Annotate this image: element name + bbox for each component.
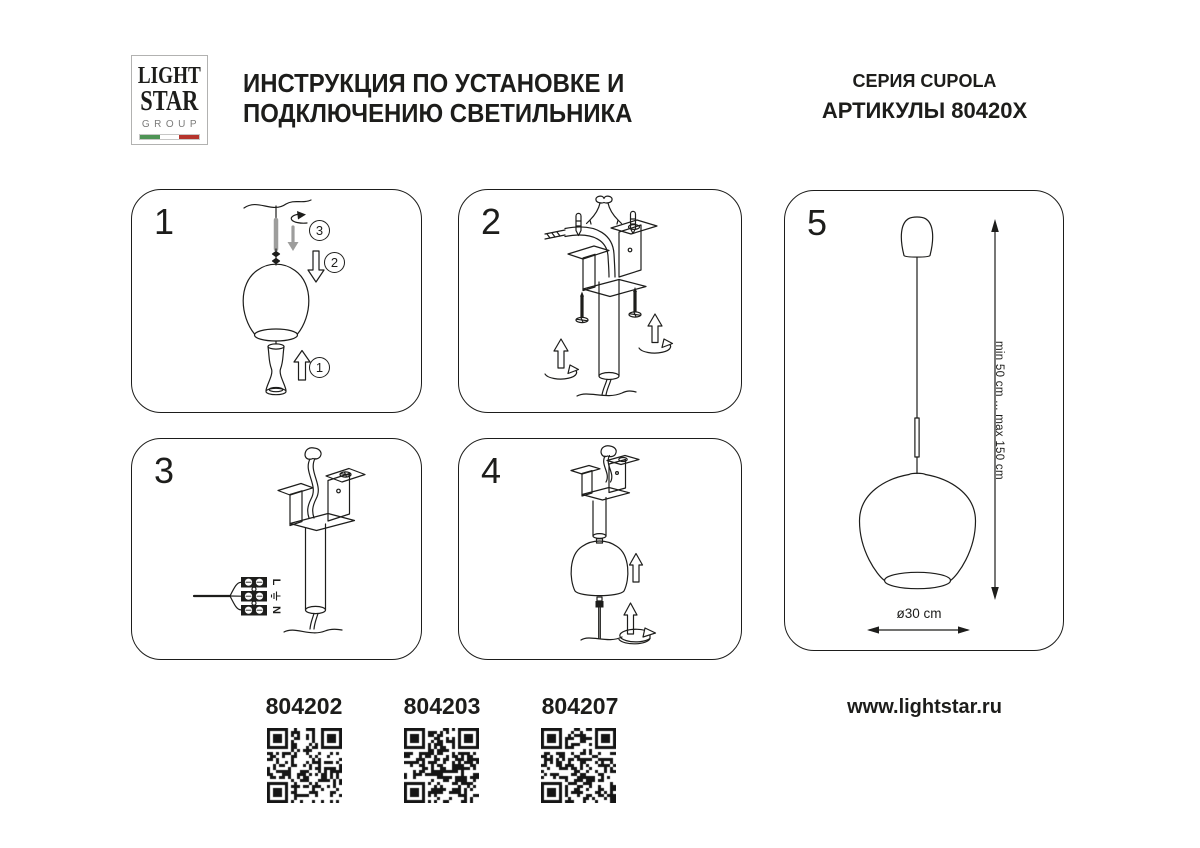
step3-illustration [132, 439, 423, 661]
step3-number: 3 [154, 450, 175, 491]
step1-panel [131, 189, 422, 413]
title-line-2: ПОДКЛЮЧЕНИЮ СВЕТИЛЬНИКА [243, 98, 633, 128]
screw-motion-icon [619, 603, 656, 644]
screw-motion-icon-left [545, 339, 579, 379]
logo-word-star: STAR [140, 86, 199, 117]
article-code-3: 804207 [541, 693, 619, 719]
lamp-shade [243, 264, 309, 341]
terminal-block [241, 577, 267, 616]
flag-red [179, 135, 199, 139]
down-arrow-icon [308, 251, 324, 282]
article-code-2: 804203 [403, 693, 481, 719]
earth-ground-icon [270, 590, 282, 602]
mains-wire [194, 582, 241, 610]
wall-plug-left [576, 213, 581, 235]
page-title [243, 68, 632, 128]
title-line-1: ИНСТРУКЦИЯ ПО УСТАНОВКЕ И [243, 68, 625, 98]
cord-rod [915, 418, 919, 457]
mounting-bracket [278, 469, 365, 531]
step1-illustration [132, 190, 423, 414]
diameter-dimension-arrow [867, 626, 970, 633]
terminal-label-neutral: N [270, 606, 282, 614]
canopy-tube [593, 498, 606, 544]
qr-code-804207 [541, 728, 616, 803]
flag-white [160, 135, 180, 139]
canopy-tube [284, 524, 342, 633]
diameter-dimension-label: ø30 cm [896, 606, 942, 621]
cord-lock-bead [581, 597, 622, 640]
up-arrow-icon [630, 554, 643, 583]
step2-number: 2 [481, 201, 502, 242]
lamp-shade [860, 473, 976, 588]
screw-right [629, 287, 641, 317]
ceiling-line [244, 200, 311, 208]
logo-word-light: LIGHT [138, 63, 201, 89]
series-label: СЕРИЯ CUPOLA [852, 71, 997, 91]
mounting-bracket [571, 456, 639, 501]
canopy-tube [577, 280, 636, 396]
step5-illustration [785, 191, 1065, 652]
height-dimension-label: min 50 cm ... max 150 cm [993, 341, 1005, 480]
toggle-anchor [587, 196, 622, 224]
step1-badge-1: 1 [309, 357, 330, 378]
website-url: www.lightstar.ru [847, 696, 1002, 718]
step5-panel [784, 190, 1064, 651]
qr-code-804202 [267, 728, 342, 803]
connector-bead [273, 252, 280, 257]
wall-plug-right [631, 211, 636, 233]
diffuser-cone [266, 344, 286, 395]
terminal-label-line: L [270, 578, 282, 586]
ceiling-cup [901, 217, 932, 257]
italian-flag-icon [139, 134, 200, 140]
flag-green [140, 135, 160, 139]
strain-relief-hook [305, 448, 321, 518]
up-arrow-icon [294, 351, 310, 381]
connector-bead [273, 259, 280, 264]
step4-panel [458, 438, 742, 660]
step4-number: 4 [481, 450, 502, 491]
rotate-arrow-icon [291, 211, 307, 223]
step2-panel [458, 189, 742, 413]
step1-number: 1 [154, 201, 175, 242]
qr-code-804203 [404, 728, 479, 803]
article-code-1: 804202 [265, 693, 343, 719]
articles-label: АРТИКУЛЫ 80420X [821, 98, 1028, 123]
step1-badge-2: 2 [324, 252, 345, 273]
logo-word-group: GROUP [141, 119, 202, 130]
step3-panel [131, 438, 422, 660]
ceiling-cup [571, 541, 628, 596]
lightstar-logo [131, 55, 208, 145]
step2-illustration [459, 190, 743, 414]
gray-down-arrow-icon [288, 227, 299, 251]
step5-number: 5 [807, 202, 828, 243]
step1-badge-3: 3 [309, 220, 330, 241]
mounting-bracket [568, 220, 657, 297]
screw-left [576, 292, 588, 323]
screw-motion-icon-right [639, 314, 673, 353]
step4-illustration [459, 439, 743, 661]
